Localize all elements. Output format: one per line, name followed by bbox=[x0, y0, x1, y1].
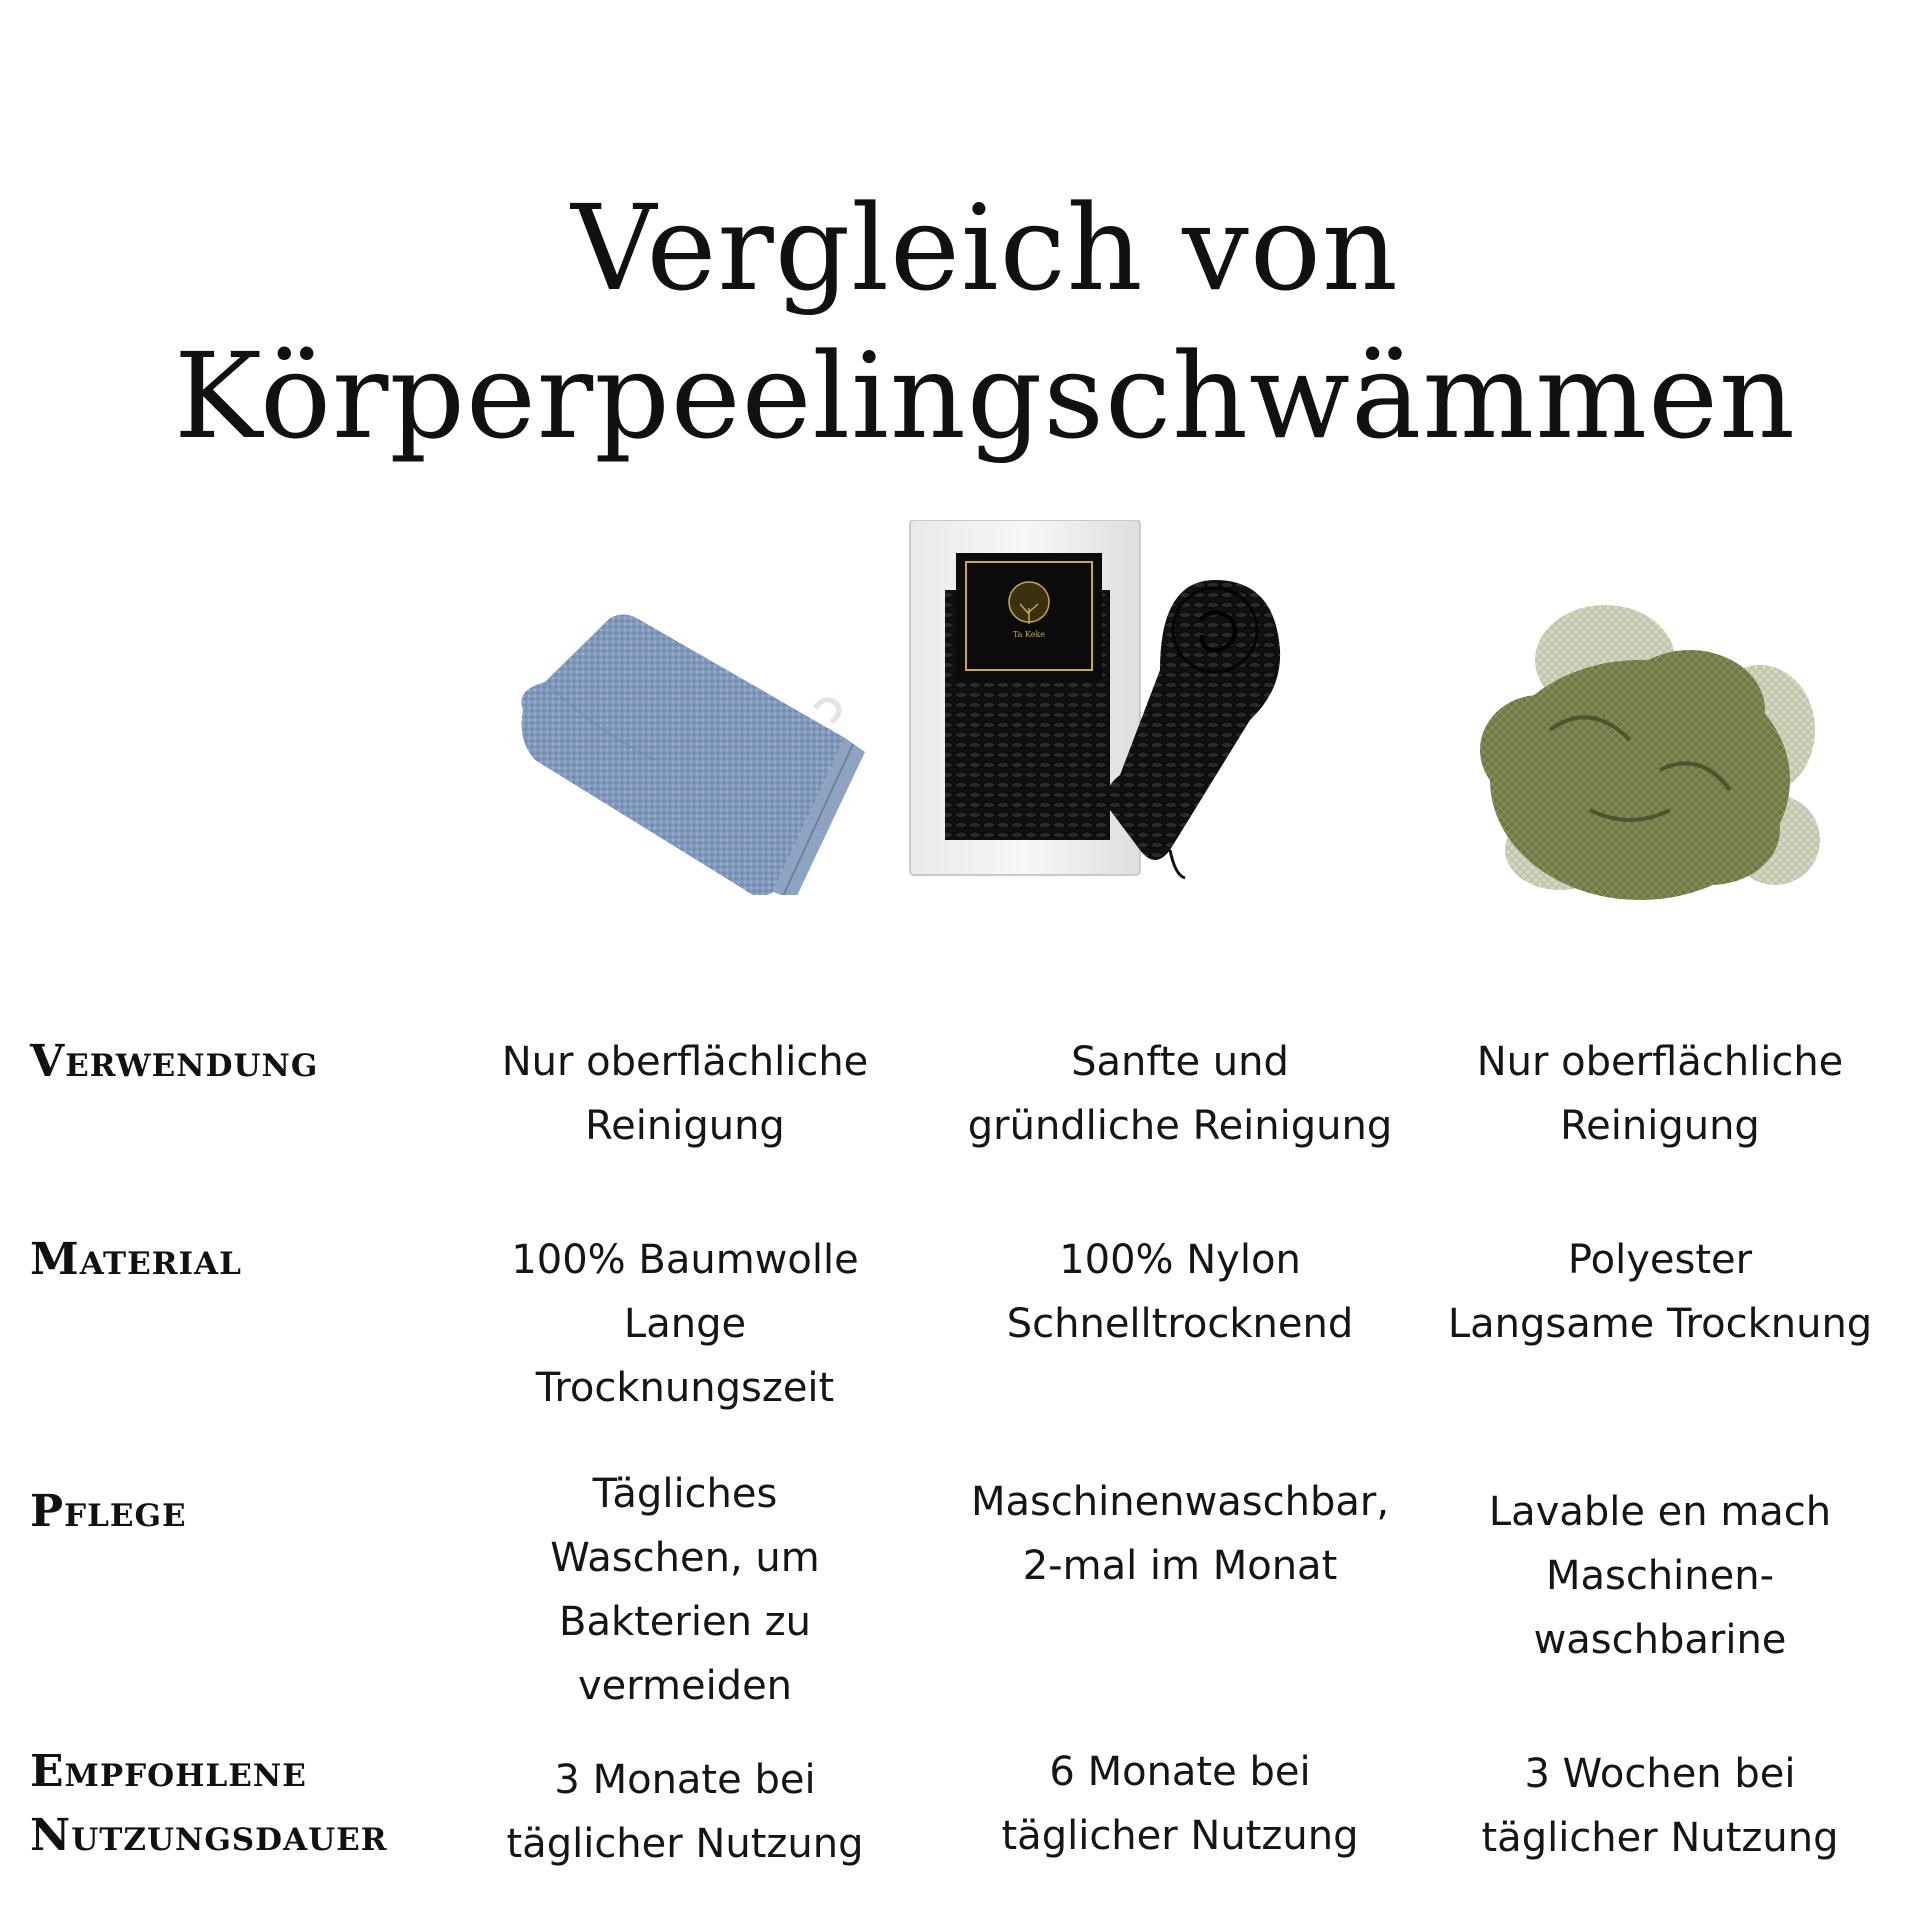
cell-pflege-mitt: Tägliches Waschen, um Bakterien zu vermeiden bbox=[550, 1471, 820, 1709]
cell-pflege-net: Maschinenwaschbar, 2-mal im Monat bbox=[970, 1479, 1390, 1589]
cell-verwendung-mitt: Nur oberflächliche Reinigung bbox=[501, 1039, 869, 1149]
green-mesh-shower-puff-icon bbox=[1440, 580, 1840, 920]
row-label-pflege: Pflege bbox=[30, 1486, 187, 1537]
washing-mitt-image bbox=[515, 610, 875, 895]
cell-material-puff: Polyester Langsame Trocknung bbox=[1447, 1237, 1873, 1347]
title-line-1: Vergleich von bbox=[571, 179, 1399, 318]
cell-verwendung-net: Sanfte und gründliche Reinigung bbox=[967, 1039, 1393, 1149]
title-line-2: Körperpeelingschwämmen bbox=[173, 327, 1797, 466]
shower-puff-image bbox=[1440, 580, 1840, 920]
page-title bbox=[0, 174, 1920, 470]
blue-terry-washing-mitt-icon bbox=[515, 610, 875, 895]
cell-verwendung-puff: Nur oberflächliche Reinigung bbox=[1476, 1039, 1844, 1149]
row-label-nutzungsdauer: Empfohlene Nutzungsdauer bbox=[30, 1746, 388, 1861]
cell-nutzungsdauer-puff: 3 Wochen bei täglicher Nutzung bbox=[1481, 1751, 1839, 1861]
cell-material-net: 100% Nylon Schnelltrocknend bbox=[1006, 1237, 1354, 1347]
cell-pflege-puff: Lavable en mach Maschinen- waschbarine bbox=[1488, 1489, 1832, 1663]
cell-material-mitt: 100% Baumwolle Lange Trocknungszeit bbox=[511, 1237, 859, 1411]
row-label-material: Material bbox=[30, 1234, 242, 1285]
nylon-net-image bbox=[870, 520, 1350, 920]
cell-nutzungsdauer-net: 6 Monate bei täglicher Nutzung bbox=[1001, 1749, 1359, 1859]
row-label-verwendung: Verwendung bbox=[30, 1036, 319, 1087]
package-brand: Ta Keke bbox=[1012, 630, 1046, 639]
black-nylon-exfoliating-net-icon bbox=[870, 520, 1350, 920]
cell-nutzungsdauer-mitt: 3 Monate bei täglicher Nutzung bbox=[506, 1757, 864, 1867]
